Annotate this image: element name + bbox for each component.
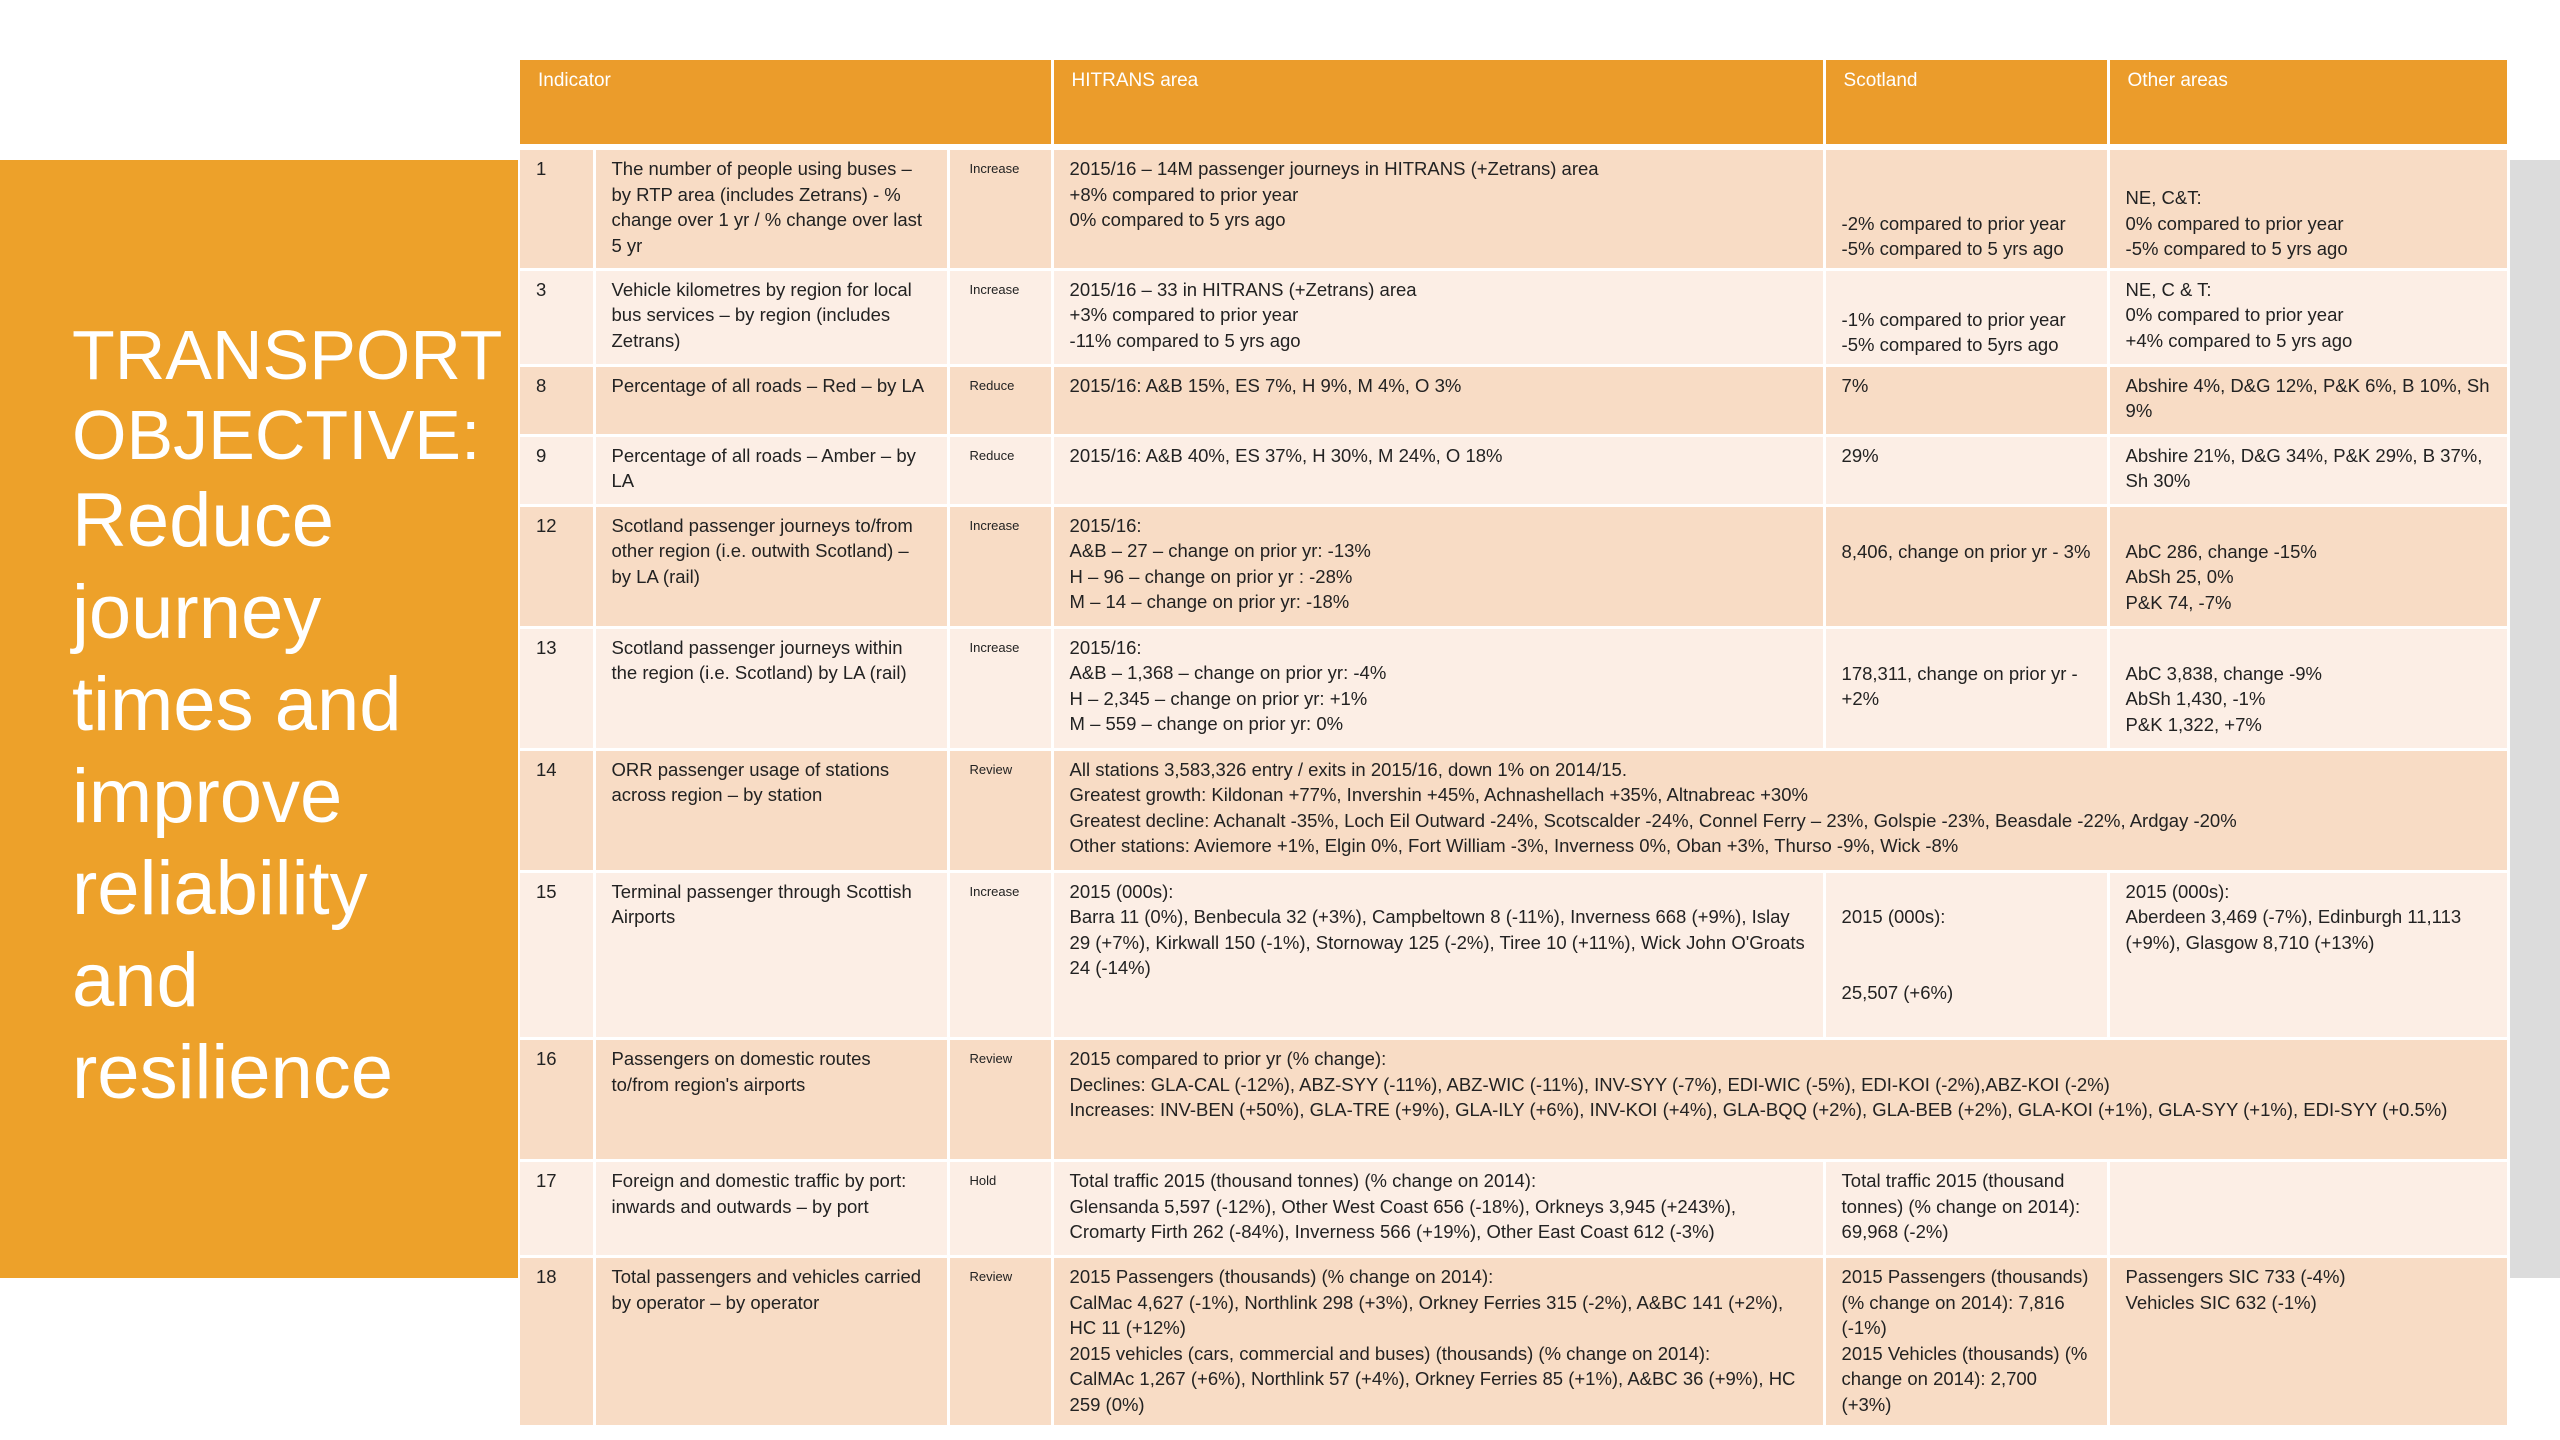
other-value: 2015 (000s): Aberdeen 3,469 (-7%), Edinburgh 11,113 (+9%), Glasgow 8,710 (+13%) <box>2108 871 2508 1039</box>
scotland-value: 29% <box>1824 435 2108 505</box>
direction-label: Reduce <box>948 365 1052 435</box>
scotland-value <box>1824 871 2108 1039</box>
table-row <box>520 269 2508 365</box>
table-row <box>520 435 2508 505</box>
objective-title <box>72 315 512 1119</box>
other-value: Abshire 21%, D&G 34%, P&K 29%, B 37%, Sh 30% <box>2108 435 2508 505</box>
direction-label: Increase <box>948 627 1052 749</box>
hitrans-value: 2015/16: A&B 15%, ES 7%, H 9%, M 4%, O 3% <box>1052 365 1824 435</box>
table-row <box>520 1257 2508 1427</box>
indicators-table <box>520 60 2510 1428</box>
hitrans-value: 2015/16 – 33 in HITRANS (+Zetrans) area +3% compared to prior year -11% compared to 5 yrs ago <box>1052 269 1824 365</box>
header-scotland: Scotland <box>1824 60 2108 147</box>
right-decor-strip <box>2510 160 2560 1278</box>
table-header-row <box>520 60 2508 147</box>
title-line: journey <box>72 570 322 655</box>
table-row <box>520 627 2508 749</box>
scotland-value: 8,406, change on prior yr - 3% <box>1824 505 2108 627</box>
indicator-text: ORR passenger usage of stations across region – by station <box>594 749 948 871</box>
hitrans-value: 2015/16: A&B 40%, ES 37%, H 30%, M 24%, O 18% <box>1052 435 1824 505</box>
other-value: Abshire 4%, D&G 12%, P&K 6%, B 10%, Sh 9% <box>2108 365 2508 435</box>
title-line: TRANSPORT <box>72 316 503 394</box>
row-number: 15 <box>520 871 594 1039</box>
direction-label: Hold <box>948 1161 1052 1257</box>
other-value <box>2108 1161 2508 1257</box>
title-line: and <box>72 938 199 1023</box>
title-line: improve <box>72 754 343 839</box>
row-number: 18 <box>520 1257 594 1427</box>
row-number: 12 <box>520 505 594 627</box>
table-row <box>520 1039 2508 1161</box>
title-line: resilience <box>72 1030 394 1115</box>
title-line: OBJECTIVE: <box>72 396 481 474</box>
direction-label: Review <box>948 1039 1052 1161</box>
indicator-text: Percentage of all roads – Red – by LA <box>594 365 948 435</box>
other-value: AbC 3,838, change -9% AbSh 1,430, -1% P&K 1,322, +7% <box>2108 627 2508 749</box>
direction-label: Increase <box>948 147 1052 269</box>
scotland-value: 2015 Passengers (thousands) (% change on 2014): 7,816 (-1%) 2015 Vehicles (thousands) (% change on 2014): 2,700 (+3%) <box>1824 1257 2108 1427</box>
row-number: 17 <box>520 1161 594 1257</box>
indicator-text: The number of people using buses – by RTP area (includes Zetrans) - % change over 1 yr / % change over last 5 yr <box>594 147 948 269</box>
title-line: Reduce <box>72 478 334 563</box>
direction-label: Increase <box>948 505 1052 627</box>
row-number: 3 <box>520 269 594 365</box>
direction-label: Review <box>948 1257 1052 1427</box>
other-value: AbC 286, change -15% AbSh 25, 0% P&K 74, -7% <box>2108 505 2508 627</box>
other-value: Passengers SIC 733 (-4%) Vehicles SIC 632 (-1%) <box>2108 1257 2508 1427</box>
direction-label: Reduce <box>948 435 1052 505</box>
scotland-line: 25,507 (+6%) <box>1841 982 1954 1003</box>
table-row <box>520 1161 2508 1257</box>
table-row <box>520 147 2508 269</box>
indicator-text: Total passengers and vehicles carried by operator – by operator <box>594 1257 948 1427</box>
scotland-value: -1% compared to prior year -5% compared to 5yrs ago <box>1824 269 2108 365</box>
direction-label: Increase <box>948 871 1052 1039</box>
header-other: Other areas <box>2108 60 2508 147</box>
scotland-value: Total traffic 2015 (thousand tonnes) (% change on 2014): 69,968 (-2%) <box>1824 1161 2108 1257</box>
header-hitrans: HITRANS area <box>1052 60 1824 147</box>
scotland-value: -2% compared to prior year -5% compared to 5 yrs ago <box>1824 147 2108 269</box>
header-indicator: Indicator <box>520 60 1052 147</box>
table-row <box>520 749 2508 871</box>
hitrans-value: 2015/16: A&B – 1,368 – change on prior yr: -4% H – 2,345 – change on prior yr: +1% M – 559 – change on prior yr: 0% <box>1052 627 1824 749</box>
title-line: reliability <box>72 846 368 931</box>
scotland-line: 2015 (000s): <box>1841 906 1946 927</box>
indicator-text: Percentage of all roads – Amber – by LA <box>594 435 948 505</box>
scotland-value: 178,311, change on prior yr - +2% <box>1824 627 2108 749</box>
table-row <box>520 871 2508 1039</box>
indicator-text: Foreign and domestic traffic by port: inwards and outwards – by port <box>594 1161 948 1257</box>
indicator-text: Vehicle kilometres by region for local bus services – by region (includes Zetrans) <box>594 269 948 365</box>
table-row <box>520 505 2508 627</box>
direction-label: Increase <box>948 269 1052 365</box>
title-line: times and <box>72 662 402 747</box>
hitrans-value: All stations 3,583,326 entry / exits in 2015/16, down 1% on 2014/15. Greatest growth: Kildonan +77%, Invershin +45%, Achnashellach +35%, Altnabreac +30% Greatest decline: Achanalt -35%, Loch Eil Outward -24%, Scotscalder -24%, Connel Ferry – 23%, Golspie -23%, Beasdale -22%, Ardgay -20% Other stations: Aviemore +1%, Elgin 0%, Fort William -3%, Inverness 0%, Oban +3%, Thurso -9%, Wick -8% <box>1052 749 2508 871</box>
table-row <box>520 365 2508 435</box>
row-number: 14 <box>520 749 594 871</box>
indicator-text: Scotland passenger journeys to/from other region (i.e. outwith Scotland) – by LA (rail) <box>594 505 948 627</box>
hitrans-value: 2015/16 – 14M passenger journeys in HITRANS (+Zetrans) area +8% compared to prior year 0% compared to 5 yrs ago <box>1052 147 1824 269</box>
hitrans-value: 2015 compared to prior yr (% change): Declines: GLA-CAL (-12%), ABZ-SYY (-11%), ABZ-WIC (-11%), INV-SYY (-7%), EDI-WIC (-5%), EDI-KOI (-2%),ABZ-KOI (-2%) Increases: INV-BEN (+50%), GLA-TRE (+9%), GLA-ILY (+6%), INV-KOI (+4%), GLA-BQQ (+2%), GLA-BEB (+2%), GLA-KOI (+1%), GLA-SYY (+1%), EDI-SYY (+0.5%) <box>1052 1039 2508 1161</box>
other-value: NE, C & T: 0% compared to prior year +4% compared to 5 yrs ago <box>2108 269 2508 365</box>
direction-label: Review <box>948 749 1052 871</box>
row-number: 9 <box>520 435 594 505</box>
other-value: NE, C&T: 0% compared to prior year -5% compared to 5 yrs ago <box>2108 147 2508 269</box>
indicator-text: Terminal passenger through Scottish Airports <box>594 871 948 1039</box>
hitrans-value: Total traffic 2015 (thousand tonnes) (% change on 2014): Glensanda 5,597 (-12%), Other West Coast 656 (-18%), Orkneys 3,945 (+243%), Cromarty Firth 262 (-84%), Inverness 566 (+19%), Other East Coast 612 (-3%) <box>1052 1161 1824 1257</box>
row-number: 1 <box>520 147 594 269</box>
hitrans-value: 2015 Passengers (thousands) (% change on 2014): CalMac 4,627 (-1%), Northlink 298 (+3%), Orkney Ferries 315 (-2%), A&BC 141 (+2%), HC 11 (+12%) 2015 vehicles (cars, commercial and buses) (thousands) (% change on 2014): CalMAc 1,267 (+6%), Northlink 57 (+4%), Orkney Ferries 85 (+1%), A&BC 36 (+9%), HC 259 (0%) <box>1052 1257 1824 1427</box>
row-number: 13 <box>520 627 594 749</box>
row-number: 8 <box>520 365 594 435</box>
hitrans-value: 2015/16: A&B – 27 – change on prior yr: -13% H – 96 – change on prior yr : -28% M – 14 – change on prior yr: -18% <box>1052 505 1824 627</box>
row-number: 16 <box>520 1039 594 1161</box>
scotland-value: 7% <box>1824 365 2108 435</box>
indicator-text: Scotland passenger journeys within the region (i.e. Scotland) by LA (rail) <box>594 627 948 749</box>
indicator-text: Passengers on domestic routes to/from region's airports <box>594 1039 948 1161</box>
hitrans-value: 2015 (000s): Barra 11 (0%), Benbecula 32 (+3%), Campbeltown 8 (-11%), Inverness 668 (+9%), Islay 29 (+7%), Kirkwall 150 (-1%), Stornoway 125 (-2%), Tiree 10 (+11%), Wick John O'Groats 24 (-14%) <box>1052 871 1824 1039</box>
